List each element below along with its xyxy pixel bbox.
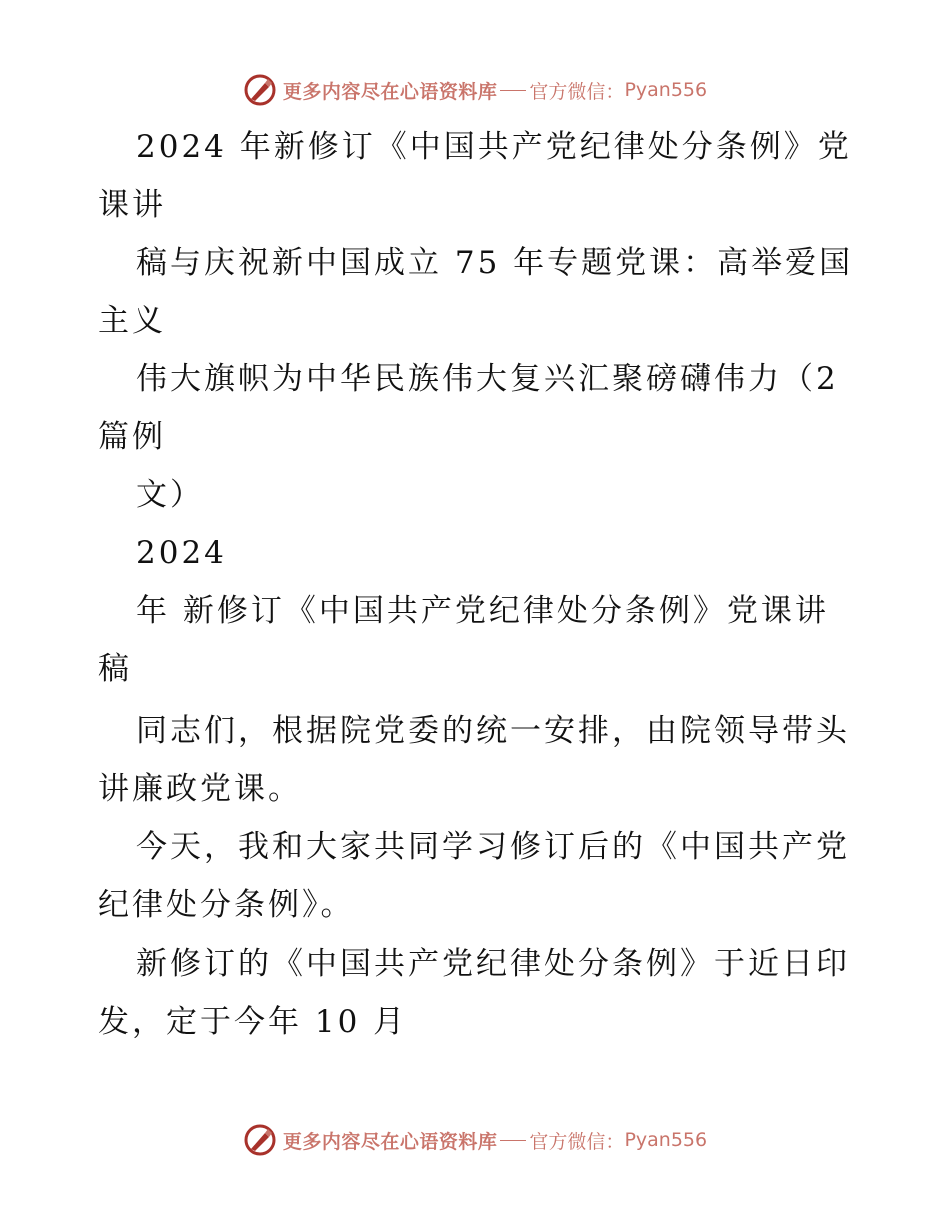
subtitle-line-3: 稿	[98, 651, 132, 687]
paragraph-3-line-2: 发，定于今年 10 月	[98, 1004, 408, 1040]
footer-watermark	[0, 1120, 950, 1160]
subtitle-line-1: 2024	[136, 535, 227, 571]
watermark-id: Pyan556	[624, 1129, 708, 1151]
watermark-text: 更多内容尽在心语资料库	[282, 80, 498, 103]
pen-logo-icon	[243, 1123, 277, 1157]
footer-watermark-inner	[243, 1123, 707, 1157]
title-line-6: 篇例	[98, 419, 166, 455]
title-line-2: 课讲	[98, 187, 166, 223]
paragraph-2-line-2: 纪律处分条例》。	[98, 887, 355, 923]
watermark-dash	[500, 90, 526, 91]
title-line-1: 2024 年新修订《中国共产党纪律处分条例》党	[136, 129, 852, 165]
watermark-dash	[500, 1140, 526, 1141]
subtitle-line-2: 年 新修订《中国共产党纪律处分条例》党课讲	[136, 593, 829, 629]
header-watermark	[0, 70, 950, 110]
header-watermark-inner	[243, 73, 707, 107]
paragraph-1-line-2: 讲廉政党课。	[98, 771, 302, 807]
paragraph-3-line-1: 新修订的《中国共产党纪律处分条例》于近日印	[136, 946, 850, 982]
watermark-id: Pyan556	[624, 79, 708, 101]
title-line-5: 伟大旗帜为中华民族伟大复兴汇聚磅礴伟力（2	[136, 361, 839, 397]
paragraph-1-line-1: 同志们，根据院党委的统一安排，由院领导带头	[136, 713, 850, 749]
watermark-text: 更多内容尽在心语资料库	[282, 1130, 498, 1153]
title-line-3: 稿与庆祝新中国成立 75 年专题党课：高举爱国	[136, 245, 854, 281]
watermark-label: 官方微信：	[529, 80, 625, 103]
title-line-7: 文）	[136, 477, 204, 513]
watermark-label: 官方微信：	[529, 1130, 625, 1153]
pen-logo-icon	[243, 73, 277, 107]
title-line-4: 主义	[98, 303, 166, 339]
paragraph-2-line-1: 今天，我和大家共同学习修订后的《中国共产党	[136, 829, 850, 865]
